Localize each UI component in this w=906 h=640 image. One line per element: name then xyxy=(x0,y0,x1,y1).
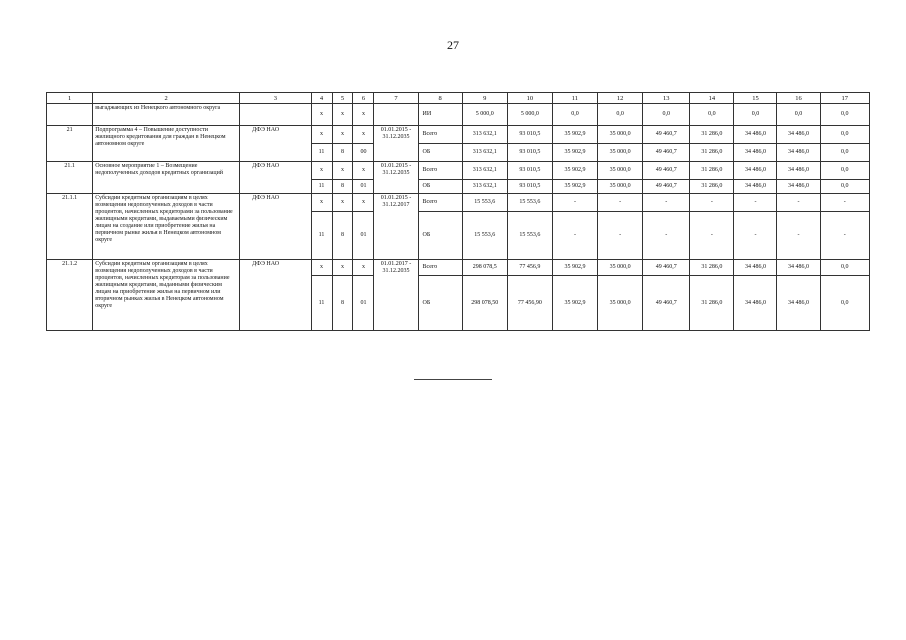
table-row xyxy=(47,104,870,126)
value-cell: 313 632,1 xyxy=(462,180,507,194)
value-cell: 34 486,0 xyxy=(734,260,777,276)
value-cell: 0,0 xyxy=(777,104,820,126)
value-cell: 93 010,5 xyxy=(507,180,552,194)
name-cell: выгаджающих из Ненецкого автономного округа xyxy=(93,104,240,126)
footnote-separator xyxy=(414,379,492,380)
value-cell: 0,0 xyxy=(820,180,870,194)
value-cell: 0,0 xyxy=(690,104,734,126)
period-cell: 01.01.2015 - 31.12.2035 xyxy=(374,126,418,162)
value-cell: 35 000,0 xyxy=(598,180,643,194)
value-cell: 34 486,0 xyxy=(734,126,777,144)
header-cell: 6 xyxy=(353,93,374,104)
value-cell: 35 000,0 xyxy=(598,162,643,180)
cell: 11 xyxy=(311,144,332,162)
value-cell: - xyxy=(734,212,777,260)
header-cell: 4 xyxy=(311,93,332,104)
value-cell: 15 553,6 xyxy=(462,194,507,212)
value-cell: 31 286,0 xyxy=(690,126,734,144)
executor-cell: ДФЭ НАО xyxy=(240,194,311,260)
period-cell: 01.01.2015 - 31.12.2035 xyxy=(374,162,418,194)
value-cell: 298 078,50 xyxy=(462,276,507,331)
value-cell: 5 000,0 xyxy=(507,104,552,126)
cell: 8 xyxy=(332,212,353,260)
header-cell: 7 xyxy=(374,93,418,104)
value-cell: 34 486,0 xyxy=(734,276,777,331)
source-cell: Всего xyxy=(418,194,462,212)
cell: 11 xyxy=(311,212,332,260)
value-cell: 0,0 xyxy=(820,276,870,331)
value-cell: - xyxy=(777,212,820,260)
cell: х xyxy=(353,260,374,276)
header-cell: 1 xyxy=(47,93,93,104)
header-cell: 2 xyxy=(93,93,240,104)
header-cell: 16 xyxy=(777,93,820,104)
header-cell: 15 xyxy=(734,93,777,104)
cell: х xyxy=(332,194,353,212)
value-cell: 49 460,7 xyxy=(643,126,690,144)
value-cell: 15 553,6 xyxy=(507,212,552,260)
source-cell: Всего xyxy=(418,162,462,180)
value-cell: 49 460,7 xyxy=(643,162,690,180)
value-cell: 34 486,0 xyxy=(777,260,820,276)
value-cell: 93 010,5 xyxy=(507,162,552,180)
table-row xyxy=(47,194,870,212)
code-cell: 21.1 xyxy=(47,162,93,194)
code-cell: 21.1.1 xyxy=(47,194,93,260)
value-cell: - xyxy=(552,212,597,260)
value-cell: - xyxy=(598,194,643,212)
value-cell: 15 553,6 xyxy=(462,212,507,260)
table-row xyxy=(47,162,870,180)
cell: 8 xyxy=(332,180,353,194)
table-row xyxy=(47,126,870,144)
value-cell: 313 632,1 xyxy=(462,126,507,144)
value-cell: - xyxy=(690,194,734,212)
value-cell: 15 553,6 xyxy=(507,194,552,212)
value-cell: 35 000,0 xyxy=(598,126,643,144)
cell: 00 xyxy=(353,144,374,162)
value-cell: 0,0 xyxy=(820,126,870,144)
value-cell: 0,0 xyxy=(820,144,870,162)
value-cell: - xyxy=(820,194,870,212)
header-cell: 9 xyxy=(462,93,507,104)
header-cell: 3 xyxy=(240,93,311,104)
executor-cell: ДФЭ НАО xyxy=(240,162,311,194)
header-row xyxy=(47,93,870,104)
period-cell: 01.01.2015 - 31.12.2017 xyxy=(374,194,418,260)
code-cell xyxy=(47,104,93,126)
table-row xyxy=(47,260,870,276)
source-cell: ОБ xyxy=(418,180,462,194)
value-cell: 0,0 xyxy=(734,104,777,126)
cell: х xyxy=(332,162,353,180)
value-cell: 313 632,1 xyxy=(462,144,507,162)
cell: х xyxy=(353,104,374,126)
value-cell: - xyxy=(777,194,820,212)
cell: х xyxy=(353,126,374,144)
cell: 01 xyxy=(353,180,374,194)
value-cell: 49 460,7 xyxy=(643,260,690,276)
value-cell: 49 460,7 xyxy=(643,180,690,194)
header-cell: 8 xyxy=(418,93,462,104)
value-cell: 35 000,0 xyxy=(598,144,643,162)
value-cell: 35 000,0 xyxy=(598,260,643,276)
code-cell: 21 xyxy=(47,126,93,162)
source-cell: ОБ xyxy=(418,276,462,331)
period-cell: 01.01.2017 - 31.12.2035 xyxy=(374,260,418,331)
cell: х xyxy=(311,126,332,144)
value-cell: 35 902,9 xyxy=(552,144,597,162)
cell: 01 xyxy=(353,212,374,260)
value-cell: - xyxy=(598,212,643,260)
cell: 01 xyxy=(353,276,374,331)
value-cell: 313 632,1 xyxy=(462,162,507,180)
value-cell: 34 486,0 xyxy=(734,162,777,180)
header-cell: 13 xyxy=(643,93,690,104)
source-cell: Всего xyxy=(418,126,462,144)
cell: 8 xyxy=(332,276,353,331)
value-cell: 34 486,0 xyxy=(777,162,820,180)
value-cell: - xyxy=(690,212,734,260)
value-cell: - xyxy=(643,194,690,212)
source-cell: ОБ xyxy=(418,144,462,162)
cell: х xyxy=(311,260,332,276)
name-cell: Субсидии кредитным организациям в целях возмещения недополученных доходов в части процентов, начисленных кредиторам за пользование жилищными кредитами, выданными физическим лицам на приобретение жилья на первичном или вторичном рынках жилья в Ненецком автономном округе xyxy=(93,260,240,331)
source-cell: ОБ xyxy=(418,212,462,260)
value-cell: 77 456,9 xyxy=(507,260,552,276)
value-cell: 49 460,7 xyxy=(643,276,690,331)
header-cell: 11 xyxy=(552,93,597,104)
value-cell: 49 460,7 xyxy=(643,144,690,162)
header-cell: 5 xyxy=(332,93,353,104)
value-cell: 31 286,0 xyxy=(690,144,734,162)
cell: 8 xyxy=(332,144,353,162)
value-cell: 0,0 xyxy=(820,104,870,126)
period-cell xyxy=(374,104,418,126)
value-cell: 31 286,0 xyxy=(690,162,734,180)
program-table xyxy=(46,92,870,331)
header-cell: 14 xyxy=(690,93,734,104)
value-cell: 0,0 xyxy=(598,104,643,126)
value-cell: 34 486,0 xyxy=(777,126,820,144)
executor-cell: ДФЭ НАО xyxy=(240,260,311,331)
value-cell: 31 286,0 xyxy=(690,180,734,194)
cell: х xyxy=(332,260,353,276)
value-cell: 31 286,0 xyxy=(690,260,734,276)
value-cell: 34 486,0 xyxy=(777,276,820,331)
cell: х xyxy=(311,162,332,180)
value-cell: - xyxy=(734,194,777,212)
value-cell: 34 486,0 xyxy=(734,180,777,194)
value-cell: 34 486,0 xyxy=(777,144,820,162)
value-cell: 34 486,0 xyxy=(734,144,777,162)
value-cell: - xyxy=(552,194,597,212)
value-cell: 5 000,0 xyxy=(462,104,507,126)
executor-cell xyxy=(240,104,311,126)
value-cell: 93 010,5 xyxy=(507,144,552,162)
value-cell: 35 902,9 xyxy=(552,276,597,331)
executor-cell: ДФЭ НАО xyxy=(240,126,311,162)
value-cell: 35 902,9 xyxy=(552,126,597,144)
value-cell: 34 486,0 xyxy=(777,180,820,194)
value-cell: 0,0 xyxy=(820,162,870,180)
cell: 11 xyxy=(311,276,332,331)
cell: х xyxy=(311,194,332,212)
header-cell: 12 xyxy=(598,93,643,104)
source-cell: Всего xyxy=(418,260,462,276)
cell: х xyxy=(353,194,374,212)
code-cell: 21.1.2 xyxy=(47,260,93,331)
cell: х xyxy=(332,104,353,126)
value-cell: 35 902,9 xyxy=(552,162,597,180)
name-cell: Основное мероприятие 1 – Возмещение недополученных доходов кредитных организаций xyxy=(93,162,240,194)
value-cell: 35 000,0 xyxy=(598,276,643,331)
header-cell: 10 xyxy=(507,93,552,104)
value-cell: 31 286,0 xyxy=(690,276,734,331)
page-number: 27 xyxy=(447,38,459,52)
name-cell: Субсидии кредитным организациям в целях возмещения недополученных доходов в части процентов, начисленных кредиторами за пользование жилищными кредитами, выдаваемыми физическим лицам на создание или приобретение жилья на первичном рынке жилья в Ненецком автономном округе xyxy=(93,194,240,260)
value-cell: 35 902,9 xyxy=(552,260,597,276)
value-cell: 35 902,9 xyxy=(552,180,597,194)
cell: х xyxy=(332,126,353,144)
header-cell: 17 xyxy=(820,93,870,104)
value-cell: 0,0 xyxy=(552,104,597,126)
value-cell: 0,0 xyxy=(643,104,690,126)
value-cell: - xyxy=(643,212,690,260)
value-cell: - xyxy=(820,212,870,260)
value-cell: 298 078,5 xyxy=(462,260,507,276)
name-cell: Подпрограмма 4 – Повышение доступности жилищного кредитования для граждан в Ненецком автономном округе xyxy=(93,126,240,162)
value-cell: 0,0 xyxy=(820,260,870,276)
value-cell: 77 456,90 xyxy=(507,276,552,331)
source-cell: ИИ xyxy=(418,104,462,126)
cell: х xyxy=(353,162,374,180)
cell: х xyxy=(311,104,332,126)
cell: 11 xyxy=(311,180,332,194)
value-cell: 93 010,5 xyxy=(507,126,552,144)
